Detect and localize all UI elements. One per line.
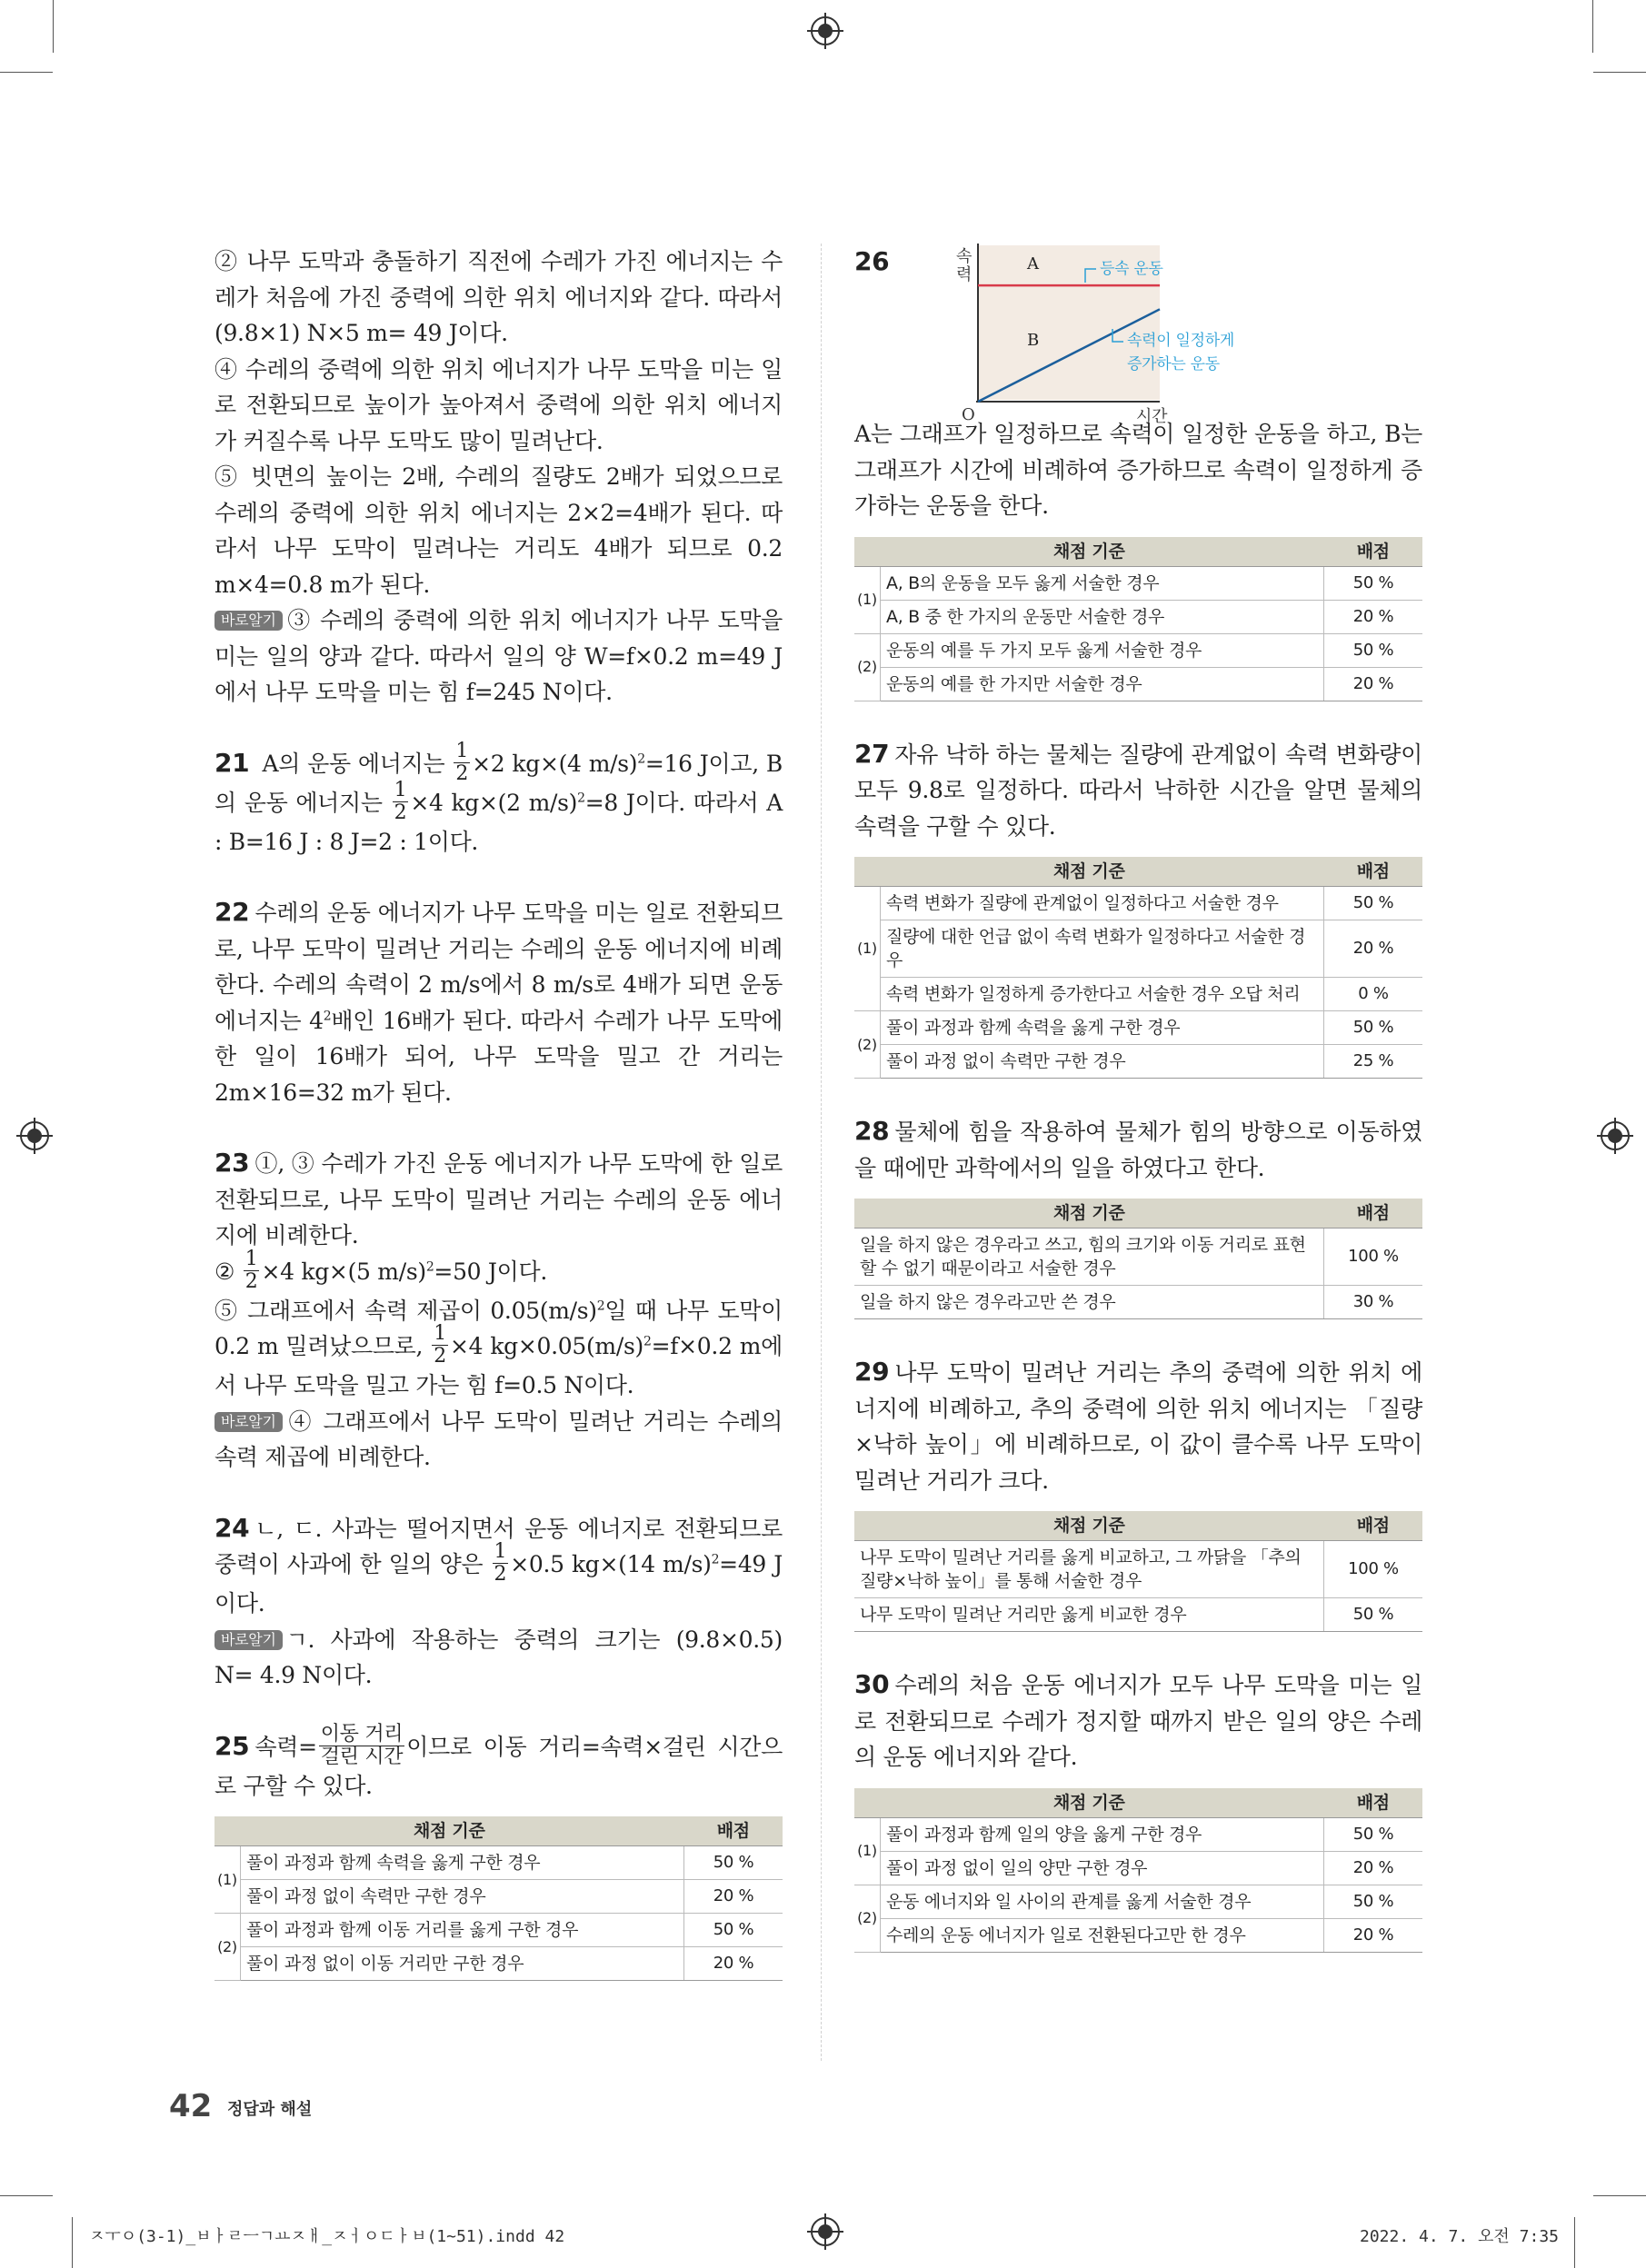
fraction-denominator: 걸린 시간 [320, 1745, 404, 1768]
table-header-points: 배점 [684, 1816, 783, 1846]
answer-21 [214, 739, 783, 860]
table-criteria-cell: 속력 변화가 질량에 관계없이 일정하다고 서술한 경우 [881, 887, 1324, 920]
table-row [854, 633, 1422, 667]
question-number: 27 [854, 738, 890, 769]
fraction-denominator: 2 [244, 1269, 258, 1293]
table-criteria-cell: 풀이 과정 없이 일의 양만 구한 경우 [881, 1851, 1324, 1885]
text: =49 J이다. [214, 1551, 783, 1616]
right-column [854, 244, 1422, 1953]
answer-27 [854, 736, 1422, 845]
fraction [244, 1248, 260, 1293]
table-row [854, 600, 1422, 633]
speed-time-graph [914, 244, 1234, 426]
table-row [854, 920, 1422, 978]
table-points-cell: 100 % [1324, 1228, 1423, 1286]
answer-30 [854, 1666, 1422, 1776]
fraction-numerator: 1 [244, 1247, 258, 1270]
registration-mark-icon [811, 2217, 840, 2246]
trim-mark [1592, 0, 1593, 53]
trim-mark [72, 2217, 73, 2268]
text: 자유 낙하 하는 물체는 질량에 관계없이 속력 변화량이 모두 9.8로 일정하다. 따라서 낙하한 시간을 알면 물체의 속력을 구할 수 있다. [854, 741, 1422, 840]
answer-29 [854, 1354, 1422, 1498]
table-points-cell: 50 % [1324, 1598, 1423, 1632]
text: 수레의 운동 에너지가 나무 도막을 미는 일로 전환되므로, 나무 도막이 밀려난 거리는 수레의 운동 에너지에 비례한다. 수레의 속력이 2 m/s에서 8 m/s로 4배가 되면 운동 에너지는 4 [214, 900, 783, 1034]
question-number: 28 [854, 1116, 890, 1146]
table-criteria-cell: 일을 하지 않은 경우라고만 쓴 경우 [854, 1286, 1324, 1319]
answer-23 [214, 1145, 783, 1254]
table-row [854, 1541, 1422, 1598]
scoring-table-25 [214, 1816, 783, 1981]
x-axis-label: 시간 [1136, 407, 1168, 426]
table-header-row [854, 1199, 1422, 1228]
registration-mark-icon [20, 1121, 49, 1150]
table-row [854, 1045, 1422, 1079]
answer-22 [214, 894, 783, 1110]
answer-20-part2: ② 나무 도막과 충돌하기 직전에 수레가 가진 에너지는 수레가 처음에 가진 중력에 의한 위치 에너지와 같다. 따라서 (9.8×1) N×5 m= 49 J이다. [214, 248, 783, 346]
correction-text: ㄱ. 사과에 작용하는 중력의 크기는 (9.8×0.5) N= 4.9 N이다. [214, 1626, 783, 1688]
table-row [854, 1851, 1422, 1885]
table-row [854, 1011, 1422, 1045]
table-points-cell: 50 % [684, 1914, 783, 1947]
table-header-criteria: 채점 기준 [854, 1511, 1324, 1541]
trim-mark [1574, 2217, 1575, 2268]
table-row [854, 566, 1422, 600]
table-points-cell: 50 % [1324, 1885, 1423, 1918]
table-header-row [214, 1816, 783, 1846]
answer-24-correction [214, 1622, 783, 1694]
table-points-cell: 50 % [1324, 633, 1423, 667]
table-points-cell: 50 % [1324, 1817, 1423, 1851]
fraction-denominator: 2 [455, 761, 469, 785]
fraction [493, 1541, 509, 1586]
table-row [214, 1914, 783, 1947]
table-criteria-cell: 풀이 과정과 함께 이동 거리를 옳게 구한 경우 [241, 1914, 684, 1947]
text: ①, ③ 수레가 가진 운동 에너지가 나무 도막에 한 일로 전환되므로, 나무 도막이 밀려난 거리는 수레의 운동 에너지에 비례한다. [214, 1150, 783, 1248]
page-number: 42 [169, 2088, 213, 2124]
table-criteria-cell: 풀이 과정 없이 속력만 구한 경우 [881, 1045, 1324, 1079]
text: 배인 16배가 된다. 따라서 수레가 나무 도막에 한 일이 16배가 되어, 나무 도막을 밀고 간 거리는 2m×16=32 m가 된다. [214, 1007, 783, 1106]
table-criteria-cell: A, B 중 한 가지의 운동만 서술한 경우 [881, 600, 1324, 633]
text: 속력= [254, 1733, 317, 1760]
registration-mark-icon [811, 16, 840, 45]
trim-mark [1593, 2195, 1646, 2196]
answer-24 [214, 1510, 783, 1622]
text: ×4 kg×(2 m/s) [410, 789, 578, 816]
annotation-a: 등속 운동 [1100, 260, 1163, 278]
table-header-criteria: 채점 기준 [854, 1199, 1324, 1228]
table-points-cell: 50 % [1324, 887, 1423, 920]
series-label-a: A [1027, 254, 1039, 274]
table-points-cell: 20 % [1324, 600, 1423, 633]
question-number: 22 [214, 897, 250, 927]
text: ×0.5 kg×(14 m/s) [510, 1551, 712, 1577]
answer-25 [214, 1722, 783, 1805]
table-header-points: 배점 [1324, 857, 1423, 887]
answer-26: A는 그래프가 일정하므로 속력이 일정한 운동을 하고, B는 그래프가 시간에 비례하여 증가하므로 속력이 일정하게 증가하는 운동을 한다. [854, 421, 1422, 519]
print-slug-date: 2022. 4. 7. 오전 7:35 [1359, 2227, 1559, 2246]
answer-23-part2 [214, 1247, 783, 1293]
table-header-row [854, 857, 1422, 887]
table-header-row [854, 537, 1422, 567]
text: ⑤ 그래프에서 속력 제곱이 0.05(m/s) [214, 1297, 597, 1324]
fraction-numerator: 이동 거리 [320, 1722, 404, 1746]
table-criteria-cell: 운동의 예를 한 가지만 서술한 경우 [881, 667, 1324, 701]
table-criteria-cell: 풀이 과정과 함께 속력을 옳게 구한 경우 [881, 1011, 1324, 1045]
text: A의 운동 에너지는 [262, 750, 445, 777]
correction-badge: 바로알기 [214, 1630, 283, 1650]
y-axis-label: 속 력 [956, 247, 973, 284]
fraction [454, 741, 470, 785]
table-criteria-cell: 수레의 운동 에너지가 일로 전환된다고만 한 경우 [881, 1918, 1324, 1952]
table-row [854, 978, 1422, 1011]
answer-23-part5 [214, 1293, 783, 1404]
text: 이므로 이동 거리=속력×걸린 시간으로 구할 수 있다. [214, 1733, 783, 1799]
text: ×2 kg×(4 m/s) [472, 750, 638, 777]
table-header-row [854, 1511, 1422, 1541]
trim-mark [1593, 72, 1646, 73]
table-points-cell: 20 % [1324, 667, 1423, 701]
column-divider [821, 244, 822, 2061]
answer-20-correction [214, 602, 783, 711]
text: 물체에 힘을 작용하여 물체가 힘의 방향으로 이동하였을 때에만 과학에서의 일을 하였다고 한다. [854, 1119, 1422, 1181]
superscript: 2 [425, 1259, 434, 1275]
correction-text: ④ 그래프에서 나무 도막이 밀려난 거리는 수레의 속력 제곱에 비례한다. [214, 1408, 783, 1470]
question-number: 26 [854, 246, 890, 276]
table-criteria-cell: 풀이 과정 없이 속력만 구한 경우 [241, 1880, 684, 1914]
table-part-label: (2) [854, 1011, 881, 1079]
table-points-cell: 20 % [684, 1880, 783, 1914]
table-row [214, 1880, 783, 1914]
superscript: 2 [596, 1298, 605, 1314]
answer-28 [854, 1113, 1422, 1186]
table-header-criteria: 채점 기준 [854, 537, 1324, 567]
table-header-points: 배점 [1324, 1788, 1423, 1818]
question-number: 29 [854, 1357, 890, 1387]
table-criteria-cell: 풀이 과정과 함께 일의 양을 옳게 구한 경우 [881, 1817, 1324, 1851]
fraction [319, 1724, 405, 1768]
table-header-criteria: 채점 기준 [854, 1788, 1324, 1818]
text: 나무 도막이 밀려난 거리는 추의 중력에 의한 위치 에너지에 비례하고, 추의 중력에 의한 위치 에너지는 「질량×낙하 높이」에 비례하므로, 이 값이 클수록 나무 도막이 밀려난 거리가 크다. [854, 1359, 1422, 1494]
print-slug-file: ㅈㅜㅇ(3-1)_ㅂㅏㄹㅡㄱㅛㅈㅐ_ㅈㅓㅇㄷㅏㅂ(1~51).indd 42 [89, 2227, 565, 2246]
table-part-label: (1) [854, 1817, 881, 1885]
table-points-cell: 20 % [1324, 1851, 1423, 1885]
table-row [854, 1885, 1422, 1918]
table-criteria-cell: 나무 도막이 밀려난 거리만 옳게 비교한 경우 [854, 1598, 1324, 1632]
scoring-table-28 [854, 1199, 1422, 1319]
superscript: 2 [577, 791, 585, 806]
left-column [214, 244, 783, 1981]
table-row [854, 887, 1422, 920]
correction-text: ③ 수레의 중력에 의한 위치 에너지가 나무 도막을 미는 일의 양과 같다. 따라서 일의 양 W=f×0.2 m=49 J에서 나무 도막을 미는 힘 f=245 N이다. [214, 607, 783, 705]
table-criteria-cell: 풀이 과정 없이 이동 거리만 구한 경우 [241, 1947, 684, 1981]
text: =8 J이다. 따라서 A : B=16 J : 8 J=2 : 1이다. [214, 789, 783, 855]
correction-badge: 바로알기 [214, 1412, 283, 1432]
answer-26-header [854, 244, 1422, 425]
answer-20-part5: ⑤ 빗면의 높이는 2배, 수레의 질량도 2배가 되었으므로 수레의 중력에 의한 위치 에너지는 2×2=4배가 된다. 따라서 나무 도막이 밀려나는 거리도 4배가 되므로 0.2 m×4=0.8 m가 된다. [214, 463, 783, 598]
annotation-b-line2: 증가하는 운동 [1127, 355, 1220, 373]
table-part-label: (2) [214, 1914, 241, 1981]
table-header-points: 배점 [1324, 537, 1423, 567]
fraction-numerator: 1 [455, 739, 469, 762]
table-row [854, 1817, 1422, 1851]
text: 일 때 나무 도막이 0.2 m 밀려났으므로, [214, 1297, 783, 1359]
table-points-cell: 50 % [1324, 566, 1423, 600]
superscript: 2 [323, 1009, 332, 1024]
scoring-table-26 [854, 537, 1422, 701]
answer-20-part4: ④ 수레의 중력에 의한 위치 에너지가 나무 도막을 미는 일로 전환되므로 높이가 높아져서 중력에 의한 위치 에너지가 커질수록 나무 도막도 많이 밀려난다. [214, 355, 783, 454]
fraction-numerator: 1 [434, 1322, 446, 1345]
table-criteria-cell: A, B의 운동을 모두 옳게 서술한 경우 [881, 566, 1324, 600]
table-criteria-cell: 질량에 대한 언급 없이 속력 변화가 일정하다고 서술한 경우 [881, 920, 1324, 978]
table-points-cell: 50 % [1324, 1011, 1423, 1045]
answer-23-correction [214, 1404, 783, 1476]
table-points-cell: 0 % [1324, 978, 1423, 1011]
text: =16 J이고, B의 운동 에너지는 [214, 750, 783, 816]
page-label: 정답과 해설 [227, 2100, 313, 2119]
origin-label: O [962, 405, 975, 424]
scoring-table-30 [854, 1788, 1422, 1953]
fraction [393, 780, 409, 824]
table-row [854, 667, 1422, 701]
table-points-cell: 20 % [1324, 1918, 1423, 1952]
text: ② [214, 1258, 235, 1285]
table-part-label: (1) [854, 887, 881, 1011]
table-row [854, 1286, 1422, 1319]
superscript: 2 [643, 1334, 652, 1349]
annotation-b-line1: 속력이 일정하게 [1127, 332, 1234, 350]
text: ×4 kg×0.05(m/s) [449, 1333, 643, 1359]
question-number: 21 [214, 747, 250, 778]
table-criteria-cell: 운동의 예를 두 가지 모두 옳게 서술한 경우 [881, 633, 1324, 667]
trim-mark [53, 0, 54, 53]
text: =50 J이다. [434, 1258, 547, 1285]
text: =f×0.2 m에서 나무 도막을 밀고 가는 힘 f=0.5 N이다. [214, 1333, 783, 1398]
table-part-label: (1) [854, 566, 881, 633]
table-points-cell: 100 % [1324, 1541, 1423, 1598]
fraction-denominator: 2 [434, 1345, 446, 1368]
table-row [854, 1918, 1422, 1952]
table-points-cell: 20 % [684, 1947, 783, 1981]
fraction-denominator: 2 [494, 1563, 507, 1586]
registration-mark-icon [1601, 1121, 1630, 1150]
scoring-table-27 [854, 857, 1422, 1079]
text: ㄴ, ㄷ. 사과는 떨어지면서 운동 에너지로 전환되므로 중력이 사과에 한 일의 양은 [214, 1515, 783, 1577]
superscript: 2 [637, 751, 645, 767]
text: ×4 kg×(5 m/s) [261, 1258, 426, 1285]
table-row [854, 1228, 1422, 1286]
table-part-label: (2) [854, 1885, 881, 1952]
table-points-cell: 30 % [1324, 1286, 1423, 1319]
superscript: 2 [711, 1552, 720, 1567]
scoring-table-29 [854, 1511, 1422, 1632]
table-points-cell: 25 % [1324, 1045, 1423, 1079]
table-header-row [854, 1788, 1422, 1818]
correction-badge: 바로알기 [214, 611, 283, 631]
fraction-numerator: 1 [494, 1540, 507, 1563]
text: 수레의 처음 운동 에너지가 모두 나무 도막을 미는 일로 전환되므로 수레가 정지할 때까지 받은 일의 양은 수레의 운동 에너지와 같다. [854, 1672, 1422, 1770]
table-part-label: (1) [214, 1846, 241, 1914]
fraction-numerator: 1 [394, 778, 407, 801]
table-part-label: (2) [854, 633, 881, 701]
question-number: 30 [854, 1669, 890, 1699]
trim-mark [0, 2195, 53, 2196]
series-label-b: B [1027, 331, 1039, 350]
table-criteria-cell: 풀이 과정과 함께 속력을 옳게 구한 경우 [241, 1846, 684, 1880]
question-number: 25 [214, 1730, 250, 1761]
question-number: 23 [214, 1148, 250, 1178]
table-points-cell: 20 % [1324, 920, 1423, 978]
table-header-points: 배점 [1324, 1199, 1423, 1228]
table-criteria-cell: 속력 변화가 일정하게 증가한다고 서술한 경우 오답 처리 [881, 978, 1324, 1011]
trim-mark [0, 72, 53, 73]
fraction [432, 1323, 448, 1368]
question-number: 24 [214, 1512, 250, 1543]
fraction-denominator: 2 [394, 801, 407, 824]
table-header-criteria: 채점 기준 [214, 1816, 684, 1846]
table-row [214, 1947, 783, 1981]
table-row [214, 1846, 783, 1880]
table-row [854, 1598, 1422, 1632]
table-header-points: 배점 [1324, 1511, 1423, 1541]
table-criteria-cell: 나무 도막이 밀려난 거리를 옳게 비교하고, 그 까닭을 「추의 질량×낙하 높이」를 통해 서술한 경우 [854, 1541, 1324, 1598]
table-criteria-cell: 운동 에너지와 일 사이의 관계를 옳게 서술한 경우 [881, 1885, 1324, 1918]
table-points-cell: 50 % [684, 1846, 783, 1880]
table-header-criteria: 채점 기준 [854, 857, 1324, 887]
table-criteria-cell: 일을 하지 않은 경우라고 쓰고, 힘의 크기와 이동 거리로 표현할 수 없기 때문이라고 서술한 경우 [854, 1228, 1324, 1286]
